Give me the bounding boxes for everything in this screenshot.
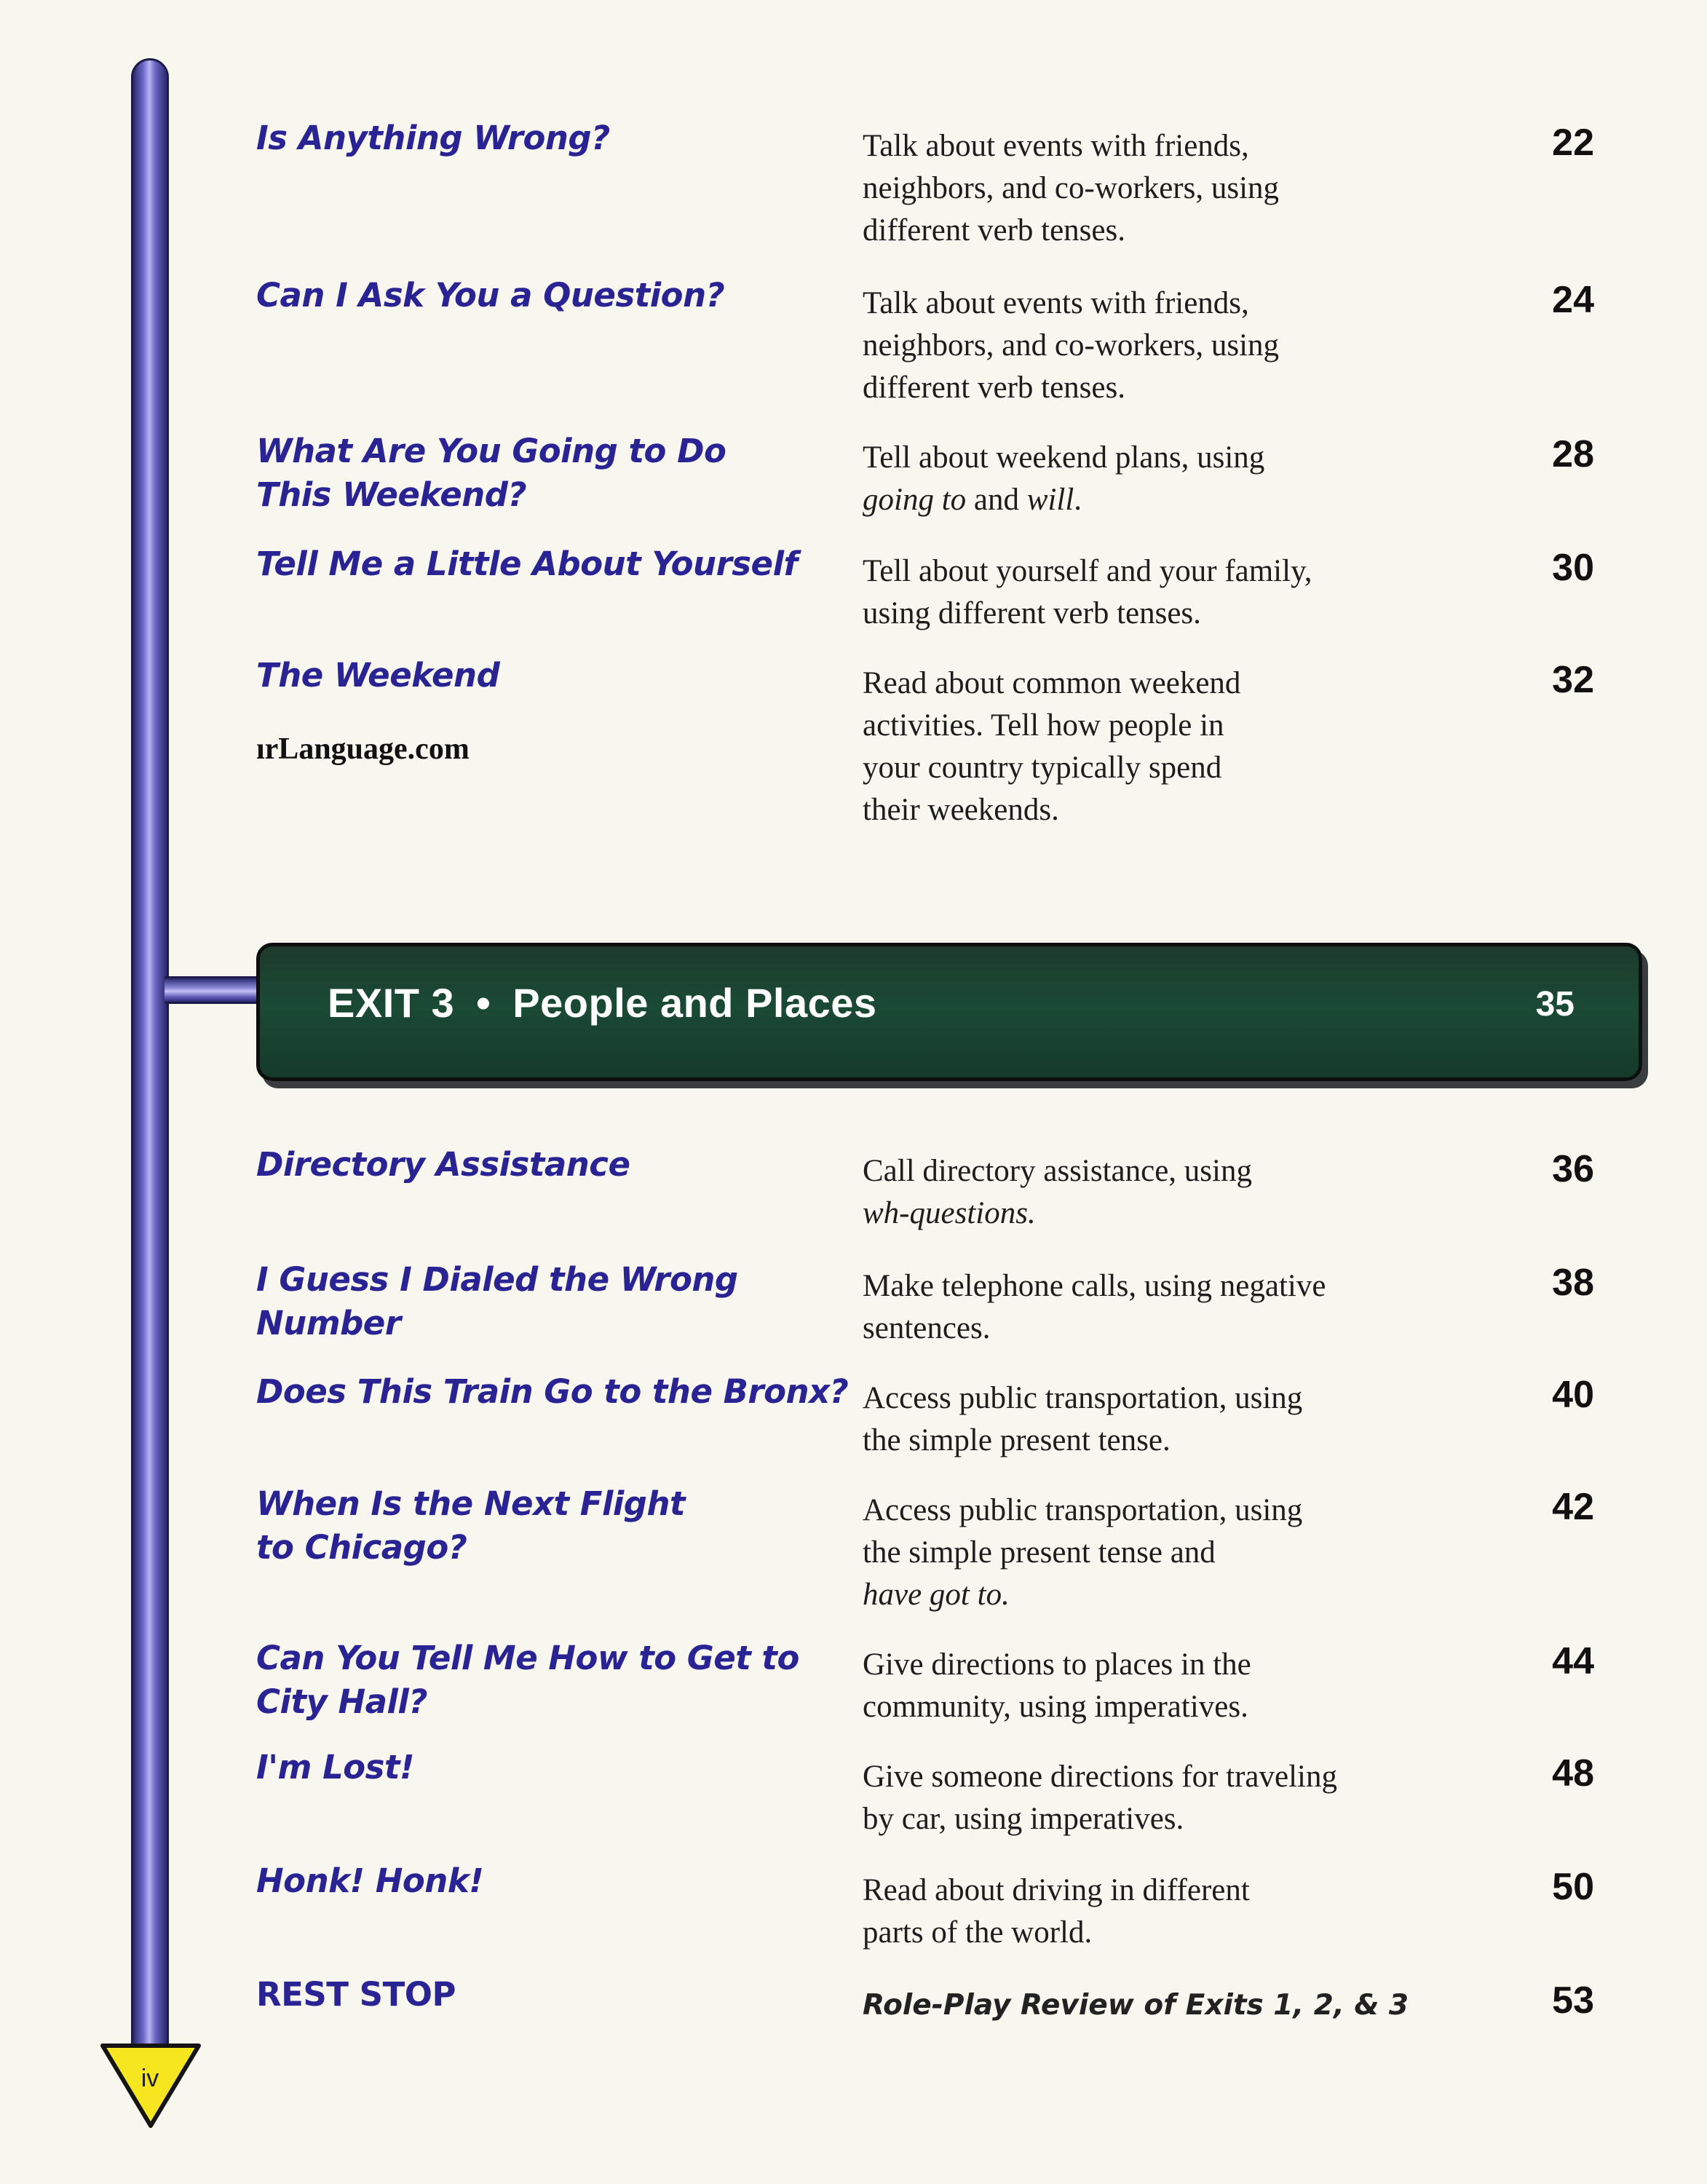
page-ref[interactable]: 36 xyxy=(1552,1148,1594,1190)
lesson-title[interactable]: Is Anything Wrong? xyxy=(256,119,610,157)
lesson-description: Talk about events with friends, neighbors, and co-workers, using different verb tenses. xyxy=(863,129,1280,248)
lesson-description: Tell about weekend plans, using going to and will. xyxy=(863,440,1265,517)
lesson-description: Talk about events with friends, neighbors, and co-workers, using different verb tenses. xyxy=(863,286,1280,405)
lesson-description: Make telephone calls, using negative sentences. xyxy=(863,1269,1326,1345)
page-ref[interactable]: 24 xyxy=(1552,279,1594,321)
lesson-description: Tell about yourself and your family, using different verb tenses. xyxy=(863,554,1312,630)
page-ref[interactable]: 32 xyxy=(1552,659,1594,701)
lesson-description: Give directions to places in the community, using imperatives. xyxy=(863,1647,1251,1724)
rest-stop-title[interactable]: REST STOP xyxy=(256,1975,456,2014)
page-ref[interactable]: 53 xyxy=(1552,1979,1594,2022)
lesson-title[interactable]: Honk! Honk! xyxy=(256,1861,484,1900)
lesson-description: Read about common weekend activities. Tell how people in your country typically spend their weekends. xyxy=(863,666,1241,827)
exit-page-ref: 35 xyxy=(1535,985,1575,1024)
lesson-title[interactable]: Tell Me a Little About Yourself xyxy=(256,545,798,583)
lesson-title[interactable]: I'm Lost! xyxy=(256,1748,414,1787)
lesson-title[interactable]: When Is the Next Flight to Chicago? xyxy=(256,1484,686,1567)
lesson-description: Read about driving in different parts of the world. xyxy=(863,1873,1250,1950)
page-ref[interactable]: 48 xyxy=(1552,1752,1594,1795)
lesson-description: Role-Play Review of Exits 1, 2, & 3 xyxy=(863,1989,1409,2022)
page-ref[interactable]: 40 xyxy=(1552,1374,1594,1416)
lesson-title[interactable]: I Guess I Dialed the Wrong Number xyxy=(256,1260,738,1342)
page-ref[interactable]: 50 xyxy=(1552,1866,1594,1908)
page-ref[interactable]: 42 xyxy=(1552,1486,1594,1528)
lesson-title[interactable]: The Weekend xyxy=(256,656,500,695)
exit-banner[interactable] xyxy=(256,943,1642,1081)
lesson-title[interactable]: Can You Tell Me How to Get to City Hall? xyxy=(256,1639,799,1721)
lesson-description: Call directory assistance, using wh-questions. xyxy=(863,1154,1252,1230)
website-watermark: ırLanguage.com xyxy=(256,732,470,766)
lesson-title[interactable]: Directory Assistance xyxy=(256,1145,630,1184)
page-ref[interactable]: 30 xyxy=(1552,547,1594,589)
lesson-description: Give someone directions for traveling by car, using imperatives. xyxy=(863,1760,1337,1836)
highway-pole xyxy=(131,58,169,2068)
lesson-description: Access public transportation, using the simple present tense. xyxy=(863,1381,1303,1457)
lesson-title[interactable]: Does This Train Go to the Bronx? xyxy=(256,1372,849,1411)
lesson-description: Access public transportation, using the simple present tense and have got to. xyxy=(863,1493,1303,1612)
page-ref[interactable]: 44 xyxy=(1552,1640,1594,1682)
page-ref[interactable]: 28 xyxy=(1552,433,1594,475)
exit-title: EXIT 3 • People and Places xyxy=(328,980,877,1026)
page-number: iv xyxy=(140,2065,159,2092)
lesson-title[interactable]: What Are You Going to Do This Weekend? xyxy=(256,432,726,514)
page-ref[interactable]: 38 xyxy=(1552,1262,1594,1304)
lesson-title[interactable]: Can I Ask You a Question? xyxy=(256,276,725,314)
banner-connector xyxy=(165,976,266,1004)
page-ref[interactable]: 22 xyxy=(1552,122,1594,164)
